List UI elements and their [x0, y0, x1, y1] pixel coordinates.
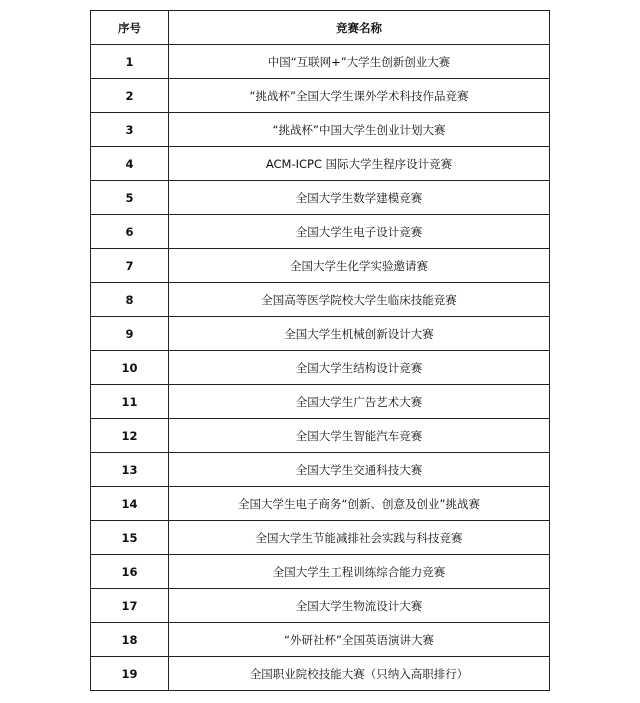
- competition-name: “挑战杯”全国大学生课外学术科技作品竞赛: [169, 79, 550, 113]
- row-number: 15: [91, 521, 169, 555]
- competition-name: 全国高等医学院校大学生临床技能竞赛: [169, 283, 550, 317]
- header-number: 序号: [91, 11, 169, 45]
- table-row: [91, 79, 550, 113]
- table-row: [91, 521, 550, 555]
- table-row: [91, 215, 550, 249]
- row-number: 1: [91, 45, 169, 79]
- row-number: 9: [91, 317, 169, 351]
- competition-name: 全国大学生机械创新设计大赛: [169, 317, 550, 351]
- table-row: [91, 385, 550, 419]
- competition-name: 全国大学生智能汽车竞赛: [169, 419, 550, 453]
- competition-name: ACM-ICPC 国际大学生程序设计竞赛: [169, 147, 550, 181]
- competition-name: “挑战杯”中国大学生创业计划大赛: [169, 113, 550, 147]
- competition-name: 全国职业院校技能大赛（只纳入高职排行）: [169, 657, 550, 691]
- competition-name: 全国大学生工程训练综合能力竞赛: [169, 555, 550, 589]
- table-row: [91, 419, 550, 453]
- competition-name: 全国大学生交通科技大赛: [169, 453, 550, 487]
- header-competition-name: 竞赛名称: [169, 11, 550, 45]
- competition-name: 全国大学生物流设计大赛: [169, 589, 550, 623]
- competition-name: 全国大学生结构设计竞赛: [169, 351, 550, 385]
- table-row: [91, 283, 550, 317]
- row-number: 2: [91, 79, 169, 113]
- competition-name: 中国“互联网+”大学生创新创业大赛: [169, 45, 550, 79]
- row-number: 6: [91, 215, 169, 249]
- table-row: [91, 113, 550, 147]
- row-number: 18: [91, 623, 169, 657]
- row-number: 7: [91, 249, 169, 283]
- table-row: [91, 487, 550, 521]
- row-number: 11: [91, 385, 169, 419]
- row-number: 13: [91, 453, 169, 487]
- competition-name: 全国大学生节能减排社会实践与科技竞赛: [169, 521, 550, 555]
- table-row: [91, 623, 550, 657]
- competition-name: 全国大学生电子设计竞赛: [169, 215, 550, 249]
- table-row: [91, 147, 550, 181]
- table-row: [91, 181, 550, 215]
- table-row: [91, 589, 550, 623]
- row-number: 10: [91, 351, 169, 385]
- table-row: [91, 453, 550, 487]
- table-header-row: [91, 11, 550, 45]
- table-row: [91, 45, 550, 79]
- row-number: 3: [91, 113, 169, 147]
- row-number: 4: [91, 147, 169, 181]
- table-row: [91, 351, 550, 385]
- competition-name: “外研社杯”全国英语演讲大赛: [169, 623, 550, 657]
- row-number: 8: [91, 283, 169, 317]
- row-number: 14: [91, 487, 169, 521]
- competition-table: [90, 10, 550, 691]
- row-number: 16: [91, 555, 169, 589]
- competition-name: 全国大学生化学实验邀请赛: [169, 249, 550, 283]
- table-row: [91, 249, 550, 283]
- row-number: 5: [91, 181, 169, 215]
- table-row: [91, 657, 550, 691]
- row-number: 12: [91, 419, 169, 453]
- row-number: 17: [91, 589, 169, 623]
- competition-name: 全国大学生电子商务“创新、创意及创业”挑战赛: [169, 487, 550, 521]
- row-number: 19: [91, 657, 169, 691]
- competition-name: 全国大学生广告艺术大赛: [169, 385, 550, 419]
- competition-name: 全国大学生数学建模竞赛: [169, 181, 550, 215]
- table-row: [91, 555, 550, 589]
- table-row: [91, 317, 550, 351]
